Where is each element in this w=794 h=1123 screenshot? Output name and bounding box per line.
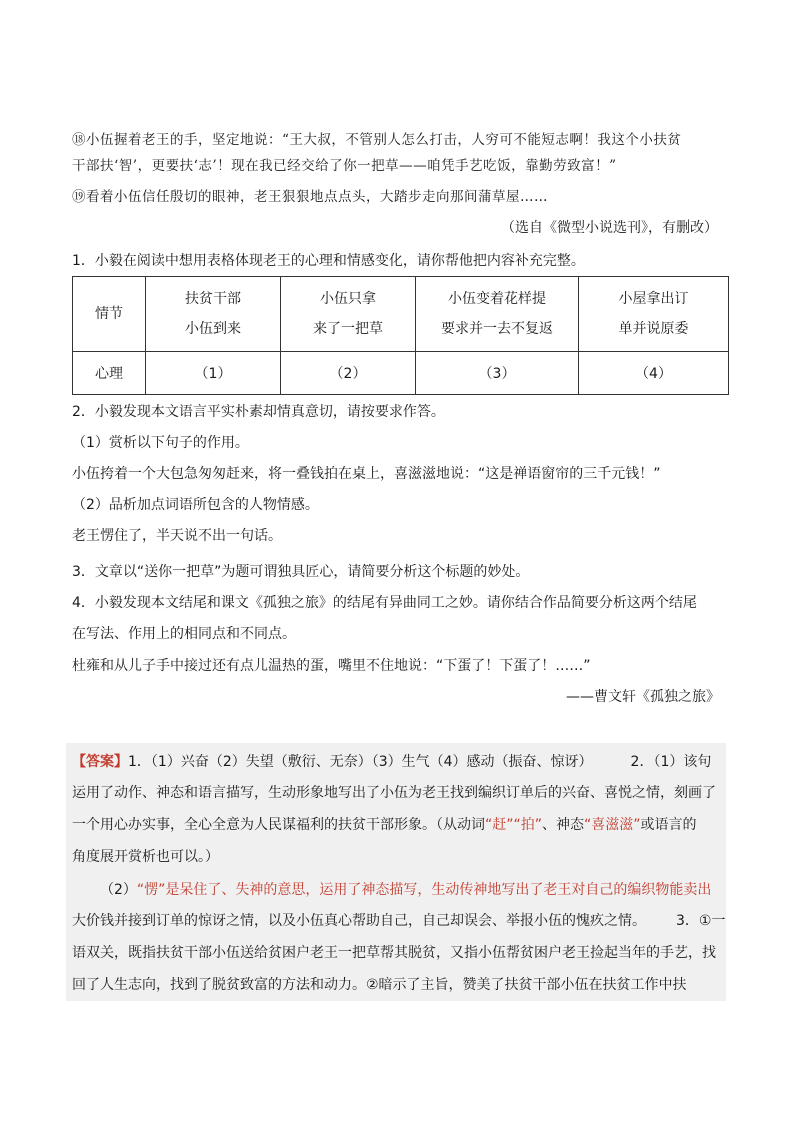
story-source: （选自《微型小说选刊》，有删改） [501, 220, 718, 236]
answer-line-7: 语双关，既指扶贫干部小伍送给贫困户老王一把草帮其脱贫，又指小伍帮贫困户老王捡起当年的手艺，找 [72, 945, 716, 961]
table-cell-plot-4 [579, 277, 729, 352]
answer-q2-start: 2．（1）该句 [630, 754, 712, 770]
question-2-2: （2）品析加点词语所包含的人物情感。 [72, 497, 319, 513]
table-blank-1: （1） [146, 352, 281, 395]
question-2: 2．小毅发现本文语言平实朴素却情真意切，请按要求作答。 [72, 404, 445, 420]
question-3: 3．文章以“送你一把草”为题可谓独具匠心，请简要分析这个标题的妙处。 [72, 564, 530, 580]
question-4-line2: 在写法、作用上的相同点和不同点。 [72, 626, 296, 642]
table-blank-3: （3） [416, 352, 579, 395]
table-cell-plot-3 [416, 277, 579, 352]
cell-line: 来了一把草 [313, 321, 383, 337]
answer-q3-start: 3．①一 [676, 913, 726, 929]
question-4-quote: 杜雍和从儿子手中接过还有点儿温热的蛋，嘴里不住地说：“下蛋了！下蛋了！……” [72, 658, 591, 674]
answer-line-1 [72, 752, 724, 772]
story-paragraph-18-line2: 干部扶‘智’，更要扶‘志’！现在我已经交给了你一把草——咱凭手艺吃饭，靠勤劳致富！” [72, 158, 617, 174]
cell-line: 小伍只拿 [320, 291, 376, 307]
table-row-mind [73, 352, 729, 395]
answer-highlight-expression: “喜滋滋” [584, 817, 641, 833]
question-2-1: （1）赏析以下句子的作用。 [72, 435, 249, 451]
story-paragraph-18-line1: ⑱小伍握着老王的手，坚定地说：“王大叔，不管别人怎么打击，人穷可不能短志啊！我这个小扶贫 [72, 132, 682, 148]
table-cell-plot-2 [281, 277, 416, 352]
cell-line: 小屋拿出订 [618, 291, 689, 307]
question-4-source: ——曹文轩《孤独之旅》 [566, 689, 720, 705]
table-row-plot [73, 277, 729, 352]
question-1: 1．小毅在阅读中想用表格体现老王的心理和情感变化，请你帮他把内容补充完整。 [72, 253, 585, 269]
answer-text: （2） [100, 882, 137, 898]
cell-line: 单并说原委 [618, 321, 689, 337]
answer-highlight-verbs: “赶”“拍” [485, 817, 543, 833]
answer-line-4: 角度展开赏析也可以。） [72, 849, 219, 865]
table-header-mind: 心理 [73, 352, 146, 395]
cell-line: 小伍变着花样提 [448, 291, 546, 307]
answer-line-6 [72, 911, 724, 931]
story-paragraph-19: ⑲看着小伍信任殷切的眼神，老王狠狠地点点头，大踏步走向那间蒲草屋…… [72, 189, 548, 205]
table-blank-4: （4） [579, 352, 729, 395]
cell-line: 小伍到来 [185, 321, 241, 337]
answer-line-8: 回了人生志向，找到了脱贫致富的方法和动力。②暗示了主旨，赞美了扶贫干部小伍在扶贫工作中扶 [72, 977, 687, 993]
table-cell-plot-1 [146, 277, 281, 352]
table-blank-2: （2） [281, 352, 416, 395]
question-2-2-quote: 老王愣住了，半天说不出一句话。 [72, 528, 282, 544]
answer-line-3 [72, 815, 724, 835]
answer-q1: 1．（1）兴奋（2）失望（敷衍、无奈）（3）生气（4）感动（振奋、惊讶） [128, 754, 593, 770]
answer-text: 或语言的 [640, 817, 697, 833]
cell-line: 要求并一去不复返 [441, 321, 553, 337]
mood-table [72, 276, 729, 395]
answer-text: 、神态 [542, 817, 585, 833]
answer-line-5 [100, 880, 724, 900]
table-header-plot: 情节 [73, 277, 146, 352]
answer-text: 大价钱并接到订单的惊讶之情，以及小伍真心帮助自己，自己却误会、举报小伍的愧疚之情。 [72, 913, 646, 929]
answer-line-2: 运用了动作、神态和语言描写，生动形象地写出了小伍为老王找到编织订单后的兴奋、喜悦之情，刻画了 [72, 785, 716, 801]
answer-text: 一个用心办实事，全心全意为人民谋福利的扶贫干部形象。（从动词 [72, 817, 485, 833]
question-4-line1: 4．小毅发现本文结尾和课文《孤独之旅》的结尾有异曲同工之妙。请你结合作品简要分析这两个结尾 [72, 595, 697, 611]
answer-tag: 【答案】 [72, 754, 128, 770]
cell-line: 扶贫干部 [185, 291, 241, 307]
answer-highlight-analysis: “愣”是呆住了、失神的意思，运用了神态描写，生动传神地写出了老王对自己的编织物能卖出 [136, 882, 712, 898]
question-2-1-quote: 小伍挎着一个大包急匆匆赶来，将一叠钱拍在桌上，喜滋滋地说：“这是禅语窗帘的三千元钱！” [72, 466, 661, 482]
